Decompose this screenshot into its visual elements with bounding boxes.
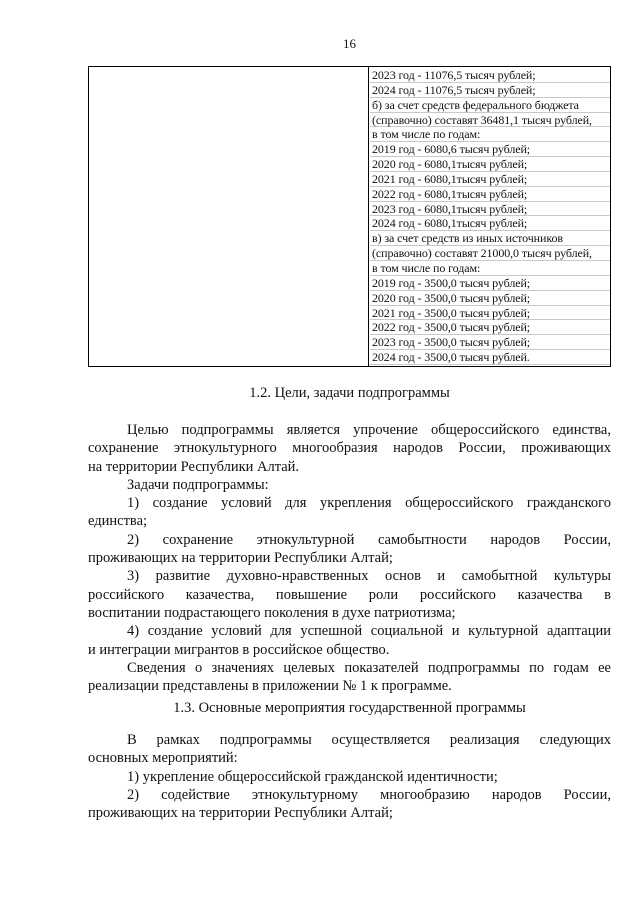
text-line: 1) укрепление общероссийской гражданской идентичности; — [127, 768, 498, 785]
paragraph — [88, 494, 611, 531]
text-line: и интеграции мигрантов в российское общество. — [88, 641, 390, 658]
paragraph — [88, 567, 611, 622]
paragraph — [88, 476, 611, 494]
paragraph — [88, 659, 611, 696]
table-cell-line: (справочно) составят 21000,0 тысяч рублей, — [370, 246, 610, 261]
funding-table — [88, 66, 611, 367]
text-line: 2) сохранение этнокультурной самобытности народов России, — [127, 531, 611, 548]
table-cell-line: 2021 год - 3500,0 тысяч рублей; — [370, 306, 610, 321]
table-left-cell — [89, 67, 369, 366]
table-cell-line: 2020 год - 3500,0 тысяч рублей; — [370, 291, 610, 306]
text-line: проживающих на территории Республики Алтай; — [88, 805, 393, 822]
table-cell-line: (справочно) составят 36481,1 тысяч рублей, — [370, 113, 610, 128]
text-line: 2) содействие этнокультурному многообразию народов России, — [127, 786, 611, 803]
table-cell-line: 2024 год - 3500,0 тысяч рублей. — [370, 350, 610, 365]
paragraph — [88, 531, 611, 568]
text-line: единства; — [88, 513, 148, 530]
table-cell-line: 2024 год - 11076,5 тысяч рублей; — [370, 83, 610, 98]
text-line: 1) создание условий для укрепления общероссийского гражданского — [127, 495, 611, 512]
section-1-3-heading: 1.3. Основные мероприятия государственной программы — [173, 700, 526, 716]
text-line: сохранение этнокультурного многообразия народов России, проживающих — [88, 440, 611, 457]
text-line: Целью подпрограммы является упрочение общероссийского единства, — [127, 422, 611, 438]
text-line: реализации представлены в приложении № 1 к программе. — [88, 678, 452, 695]
paragraph — [88, 622, 611, 659]
table-cell-line: в) за счет средств из иных источников — [370, 231, 610, 246]
table-cell-line: 2023 год - 11076,5 тысяч рублей; — [370, 68, 610, 83]
table-cell-line: 2021 год - 6080,1тысяч рублей; — [370, 172, 610, 187]
table-cell-line: 2022 год - 3500,0 тысяч рублей; — [370, 320, 610, 335]
section-1-3-body — [88, 731, 611, 822]
paragraph — [88, 731, 611, 768]
table-cell-line: в том числе по годам: — [370, 127, 610, 142]
table-cell-line: в том числе по годам: — [370, 261, 610, 276]
table-cell-line: б) за счет средств федерального бюджета — [370, 98, 610, 113]
section-1-2-heading: 1.2. Цели, задачи подпрограммы — [249, 385, 450, 401]
paragraph — [88, 421, 611, 476]
table-cell-line: 2022 год - 6080,1тысяч рублей; — [370, 187, 610, 202]
text-line: основных мероприятий: — [88, 750, 238, 767]
paragraph — [88, 786, 611, 823]
page-number: 16 — [343, 36, 356, 51]
table-right-cell — [370, 68, 610, 365]
table-cell-line: 2024 год - 6080,1тысяч рублей; — [370, 216, 610, 231]
text-line: российского казачества, повышение роли российского казачества в — [88, 586, 611, 603]
table-cell-line: 2023 год - 6080,1тысяч рублей; — [370, 202, 610, 217]
text-line: воспитании подрастающего поколения в духе патриотизма; — [88, 604, 456, 621]
text-line: 4) создание условий для успешной социальной и культурной адаптации — [127, 623, 611, 640]
table-cell-line: 2019 год - 6080,6 тысяч рублей; — [370, 142, 610, 157]
text-line: Сведения о значениях целевых показателей подпрограммы по годам ее — [127, 659, 611, 676]
paragraph — [88, 768, 611, 786]
table-cell-line: 2020 год - 6080,1тысяч рублей; — [370, 157, 610, 172]
text-line: Задачи подпрограммы: — [127, 476, 269, 493]
table-cell-line: 2019 год - 3500,0 тысяч рублей; — [370, 276, 610, 291]
text-line: на территории Республики Алтай. — [88, 458, 300, 475]
text-line: 3) развитие духовно-нравственных основ и самобытной культуры — [127, 568, 611, 585]
section-1-2-body — [88, 421, 611, 695]
table-cell-line: 2023 год - 3500,0 тысяч рублей; — [370, 335, 610, 350]
text-line: проживающих на территории Республики Алтай; — [88, 550, 393, 567]
text-line: В рамках подпрограммы осуществляется реализация следующих — [127, 732, 611, 748]
